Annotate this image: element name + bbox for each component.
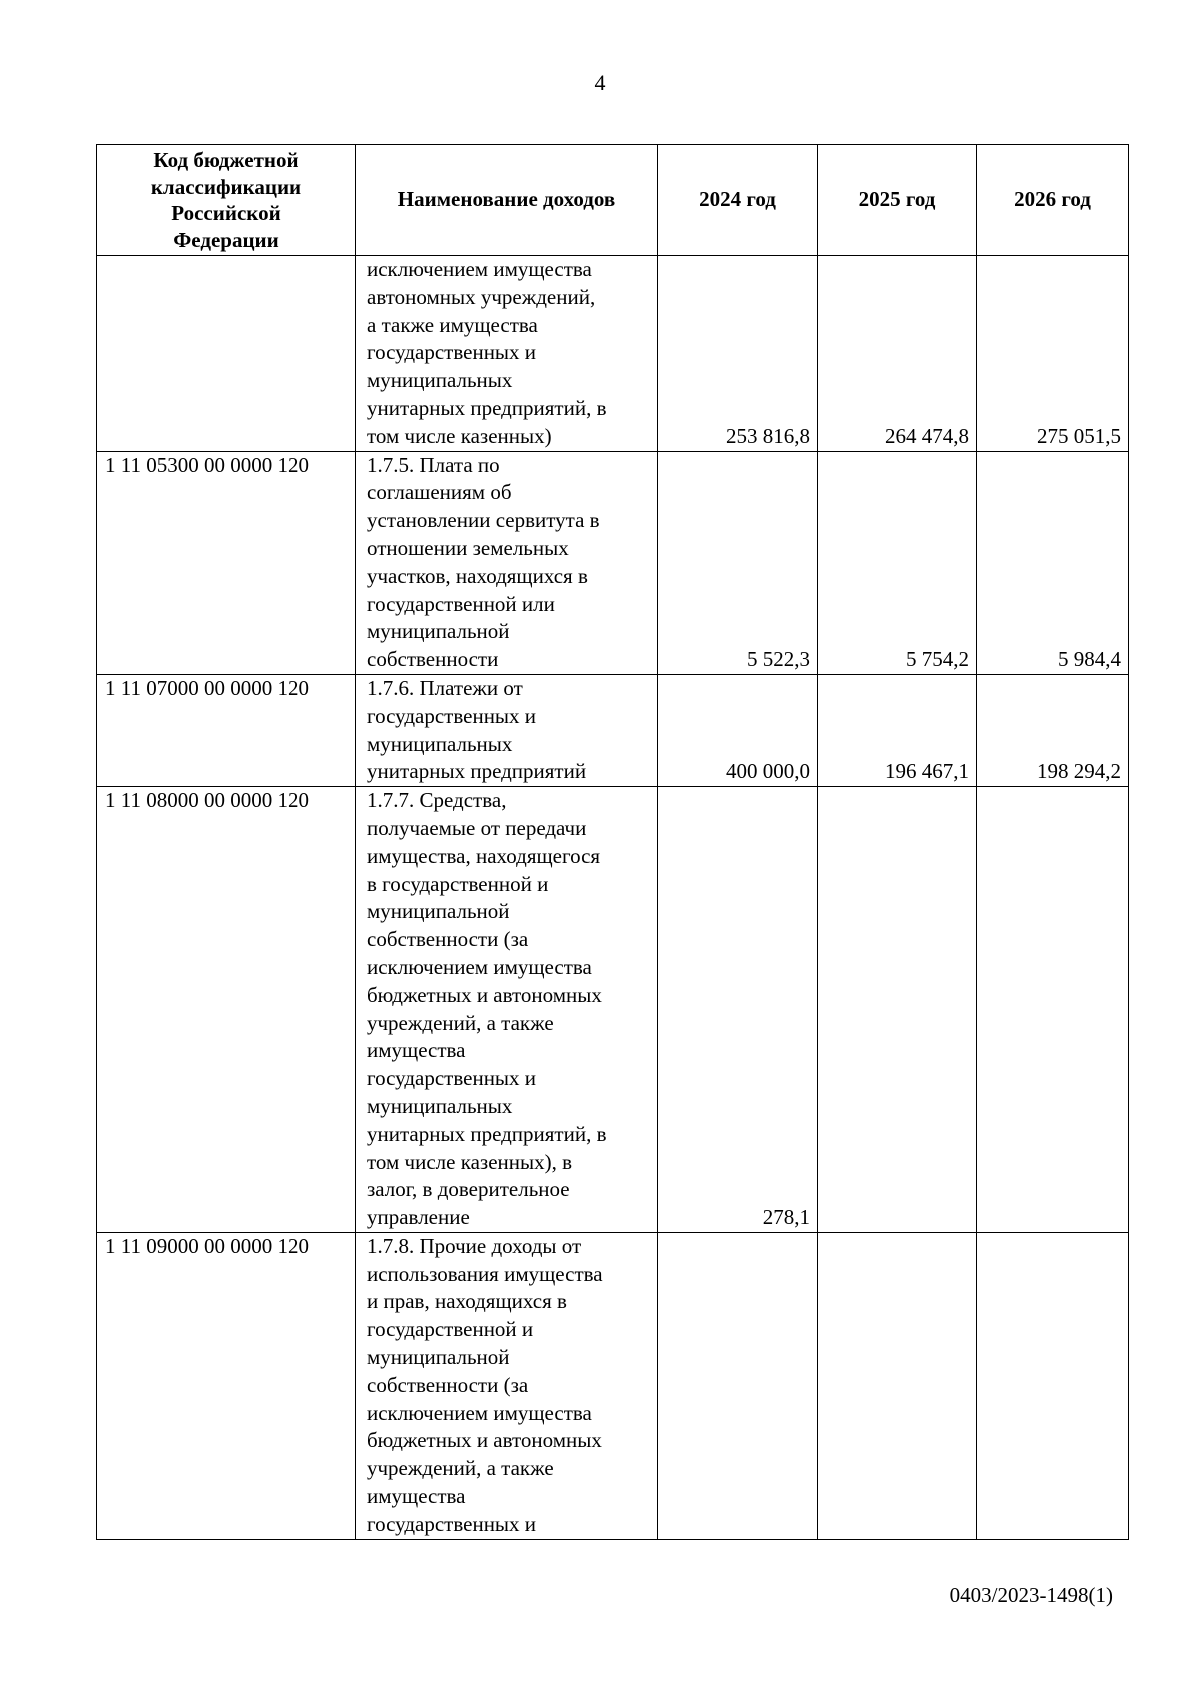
- revenue-name-line: отношении земельных: [367, 535, 569, 560]
- revenue-name-cell: [356, 451, 658, 674]
- amount-2025-cell: 196 467,1: [818, 674, 977, 786]
- header-name: Наименование доходов: [356, 145, 658, 256]
- revenue-name-line: 1.7.5. Плата по: [367, 452, 500, 477]
- revenue-name-line: собственности (за: [367, 927, 529, 952]
- amount-2025-cell: [818, 787, 977, 1233]
- revenue-name-line: залог, в доверительное: [367, 1177, 570, 1202]
- revenue-name-line: соглашениям об: [367, 480, 512, 505]
- revenue-name-line: установлении сервитута в: [367, 508, 600, 533]
- revenue-name-line: 1.7.6. Платежи от: [367, 675, 523, 700]
- revenue-name-line: том числе казенных): [367, 423, 552, 448]
- table-body: [97, 256, 1129, 1540]
- revenue-name-line: государственных и: [367, 703, 537, 728]
- revenue-name-line: имущества: [367, 1484, 466, 1509]
- amount-2024-cell: 5 522,3: [658, 451, 818, 674]
- revenue-name-line: государственной и: [367, 1317, 534, 1342]
- amount-2026-cell: 275 051,5: [977, 256, 1129, 452]
- amount-2026-cell: [977, 1232, 1129, 1539]
- document-number: 0403/2023-1498(1): [949, 1583, 1113, 1607]
- table-row: [97, 674, 1129, 786]
- amount-2024-cell: 400 000,0: [658, 674, 818, 786]
- revenue-name-line: управление: [367, 1205, 470, 1230]
- budget-code-cell: 1 11 09000 00 0000 120: [97, 1232, 356, 1539]
- amount-2026-cell: 5 984,4: [977, 451, 1129, 674]
- budget-code-cell: [97, 256, 356, 452]
- revenue-name-cell: [356, 1232, 658, 1539]
- revenue-name-line: муниципальных: [367, 1093, 513, 1118]
- revenue-name-cell: [356, 787, 658, 1233]
- revenue-name-line: получаемые от передачи: [367, 815, 587, 840]
- table-row: [97, 451, 1129, 674]
- header-code-line: классификации: [150, 174, 302, 199]
- revenue-name-line: исключением имущества: [367, 954, 592, 979]
- revenue-name-line: унитарных предприятий: [367, 759, 587, 784]
- header-code: [97, 145, 356, 256]
- revenue-name-line: муниципальной: [367, 619, 510, 644]
- revenue-name-line: в государственной и: [367, 871, 549, 896]
- budget-code-cell: 1 11 07000 00 0000 120: [97, 674, 356, 786]
- table-header-row: [97, 145, 1129, 256]
- revenue-name-line: 1.7.8. Прочие доходы от: [367, 1233, 582, 1258]
- revenue-name-cell: [356, 674, 658, 786]
- budget-code-cell: 1 11 05300 00 0000 120: [97, 451, 356, 674]
- revenue-name-line: исключением имущества: [367, 1400, 592, 1425]
- header-2024: 2024 год: [658, 145, 818, 256]
- header-code-line: Федерации: [173, 227, 279, 252]
- revenue-name-line: бюджетных и автономных: [367, 982, 602, 1007]
- revenue-name-line: автономных учреждений,: [367, 284, 596, 309]
- amount-2026-cell: 198 294,2: [977, 674, 1129, 786]
- revenue-name-line: муниципальных: [367, 368, 513, 393]
- revenue-name-line: и прав, находящихся в: [367, 1289, 567, 1314]
- revenue-name-line: исключением имущества: [367, 257, 592, 281]
- revenue-name-line: 1.7.7. Средства,: [367, 788, 507, 813]
- amount-2025-cell: 5 754,2: [818, 451, 977, 674]
- amount-2025-cell: [818, 1232, 977, 1539]
- amount-2024-cell: 278,1: [658, 787, 818, 1233]
- table-row: [97, 256, 1129, 452]
- revenue-name-line: а также имущества: [367, 312, 538, 337]
- table-row: [97, 787, 1129, 1233]
- revenue-name-line: муниципальных: [367, 731, 513, 756]
- revenue-name-line: имущества: [367, 1038, 466, 1063]
- revenue-table: [96, 144, 1129, 1540]
- header-code-line: Код бюджетной: [153, 148, 299, 172]
- budget-code-cell: 1 11 08000 00 0000 120: [97, 787, 356, 1233]
- amount-2024-cell: [658, 1232, 818, 1539]
- revenue-name-line: собственности: [367, 647, 499, 672]
- revenue-name-line: бюджетных и автономных: [367, 1428, 602, 1453]
- revenue-name-line: том числе казенных), в: [367, 1149, 573, 1174]
- amount-2026-cell: [977, 787, 1129, 1233]
- revenue-name-line: учреждений, а также: [367, 1010, 554, 1035]
- header-2025: 2025 год: [818, 145, 977, 256]
- revenue-name-line: учреждений, а также: [367, 1456, 554, 1481]
- table-row: [97, 1232, 1129, 1539]
- revenue-name-line: собственности (за: [367, 1372, 529, 1397]
- page-number: 4: [594, 70, 606, 95]
- header-code-line: Российской: [171, 201, 281, 225]
- revenue-name-line: имущества, находящегося: [367, 843, 601, 868]
- amount-2025-cell: 264 474,8: [818, 256, 977, 452]
- revenue-name-line: государственных и: [367, 1066, 537, 1091]
- revenue-name-line: муниципальной: [367, 1345, 510, 1370]
- revenue-name-line: государственных и: [367, 340, 537, 365]
- revenue-name-line: унитарных предприятий, в: [367, 395, 607, 420]
- amount-2024-cell: 253 816,8: [658, 256, 818, 452]
- revenue-name-line: использования имущества: [367, 1261, 603, 1286]
- revenue-name-line: государственной или: [367, 591, 555, 616]
- revenue-name-line: унитарных предприятий, в: [367, 1121, 607, 1146]
- revenue-name-cell: [356, 256, 658, 452]
- revenue-name-line: государственных и: [367, 1511, 537, 1536]
- revenue-name-line: участков, находящихся в: [367, 563, 588, 588]
- revenue-name-line: муниципальной: [367, 899, 510, 924]
- header-2026: 2026 год: [977, 145, 1129, 256]
